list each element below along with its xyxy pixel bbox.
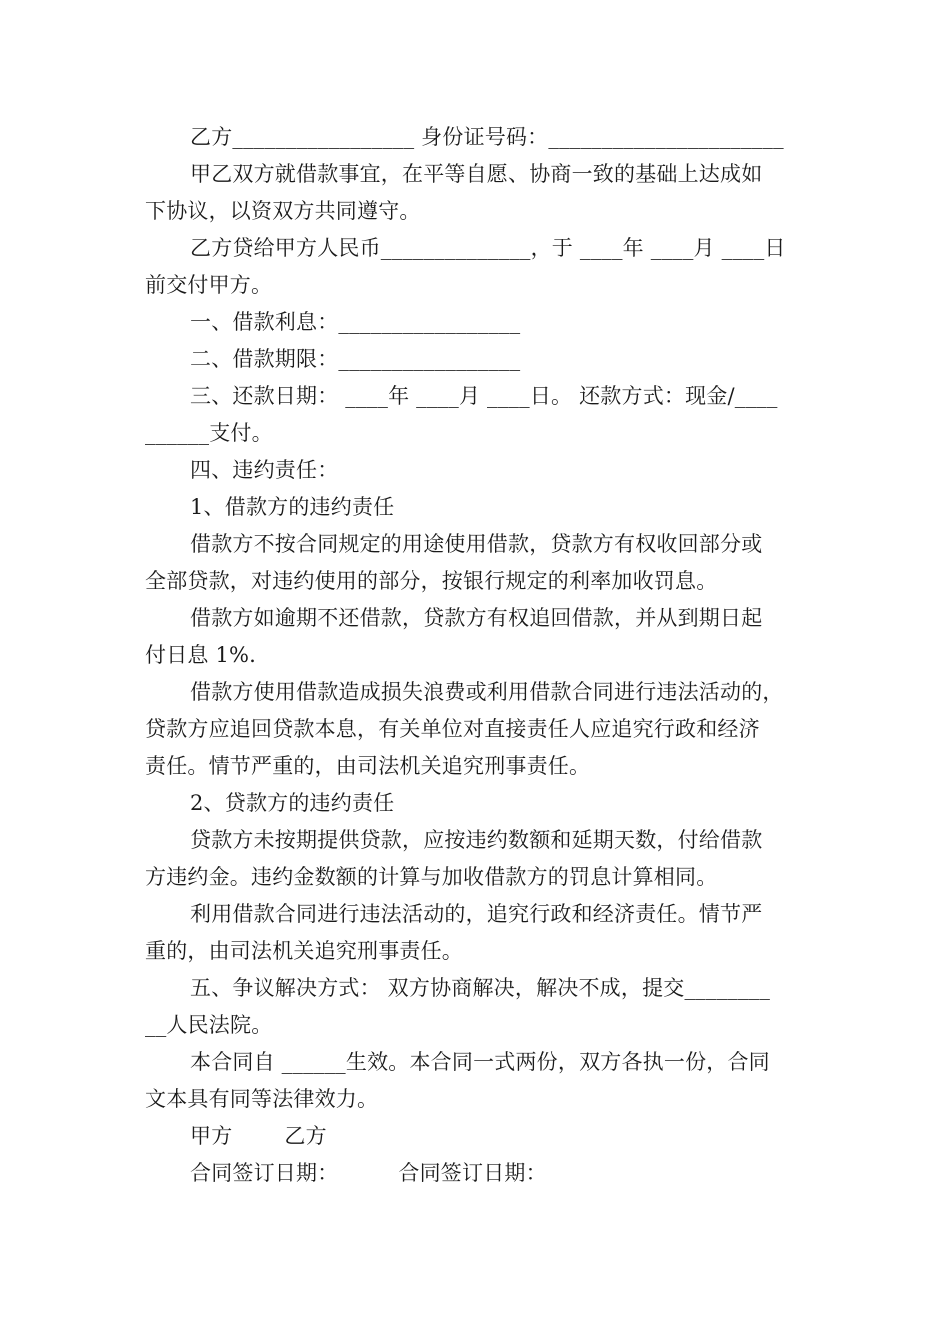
repayment-clause-line-1: 三、还款日期： ____年 ____月 ____日。 还款方式：现金/____ (190, 384, 778, 408)
party-b-signing-date-label: 合同签订日期： (398, 1161, 547, 1185)
dispute-clause-line-1: 五、争议解决方式： 双方协商解决，解决不成，提交________ (190, 976, 771, 1000)
intro-paragraph-line-2: 下协议，以资双方共同遵守。 (145, 199, 421, 223)
effect-clause-line-1: 本合同自 ______生效。本合同一式两份，双方各执一份，合同 (190, 1050, 770, 1074)
effect-clause-line-2: 文本具有同等法律效力。 (145, 1087, 379, 1111)
borrower-breach-para2-line-1: 借款方如逾期不还借款，贷款方有权追回借款，并从到期日起 (190, 606, 763, 630)
borrower-breach-para2-line-2: 付日息 1%． (145, 643, 271, 667)
borrower-breach-para3-line-2: 贷款方应追回贷款本息，有关单位对直接责任人应追究行政和经济 (145, 717, 760, 741)
repayment-clause-line-2: ______支付。 (145, 421, 273, 445)
dispute-clause-line-2: __人民法院。 (145, 1013, 273, 1037)
term-clause: 二、借款期限：_________________ (190, 347, 521, 371)
party-a-label: 甲方 (190, 1124, 233, 1148)
party-b-id-line: 乙方_________________ 身份证号码：______________________ (190, 125, 784, 149)
borrower-breach-para1-line-2: 全部贷款，对违约使用的部分，按银行规定的利率加收罚息。 (145, 569, 718, 593)
party-a-signing-date-label: 合同签订日期： (190, 1161, 339, 1185)
borrower-breach-para3-line-3: 责任。情节严重的，由司法机关追究刑事责任。 (145, 754, 591, 778)
lender-breach-para1-line-1: 贷款方未按期提供贷款，应按违约数额和延期天数，付给借款 (190, 828, 763, 852)
interest-clause: 一、借款利息：_________________ (190, 310, 521, 334)
intro-paragraph-line-1: 甲乙双方就借款事宜，在平等自愿、协商一致的基础上达成如 (190, 162, 763, 186)
breach-heading: 四、违约责任： (190, 458, 339, 482)
lender-breach-para2-line-1: 利用借款合同进行违法活动的，追究行政和经济责任。情节严 (190, 902, 763, 926)
signature-parties-row (190, 1121, 810, 1151)
loan-paragraph-line-2: 前交付甲方。 (145, 273, 273, 297)
signing-date-row (190, 1158, 810, 1188)
borrower-breach-para1-line-1: 借款方不按合同规定的用途使用借款，贷款方有权收回部分或 (190, 532, 763, 556)
loan-paragraph-line-1: 乙方贷给甲方人民币______________，于 ____年 ____月 ____日 (190, 236, 786, 260)
borrower-breach-para3-line-1: 借款方使用借款造成损失浪费或利用借款合同进行违法活动的， (190, 680, 784, 704)
party-b-label: 乙方 (284, 1124, 327, 1148)
lender-breach-para2-line-2: 重的，由司法机关追究刑事责任。 (145, 939, 463, 963)
borrower-breach-heading: 1、借款方的违约责任 (190, 495, 395, 519)
lender-breach-heading: 2、贷款方的违约责任 (190, 791, 395, 815)
lender-breach-para1-line-2: 方违约金。违约金数额的计算与加收借款方的罚息计算相同。 (145, 865, 718, 889)
